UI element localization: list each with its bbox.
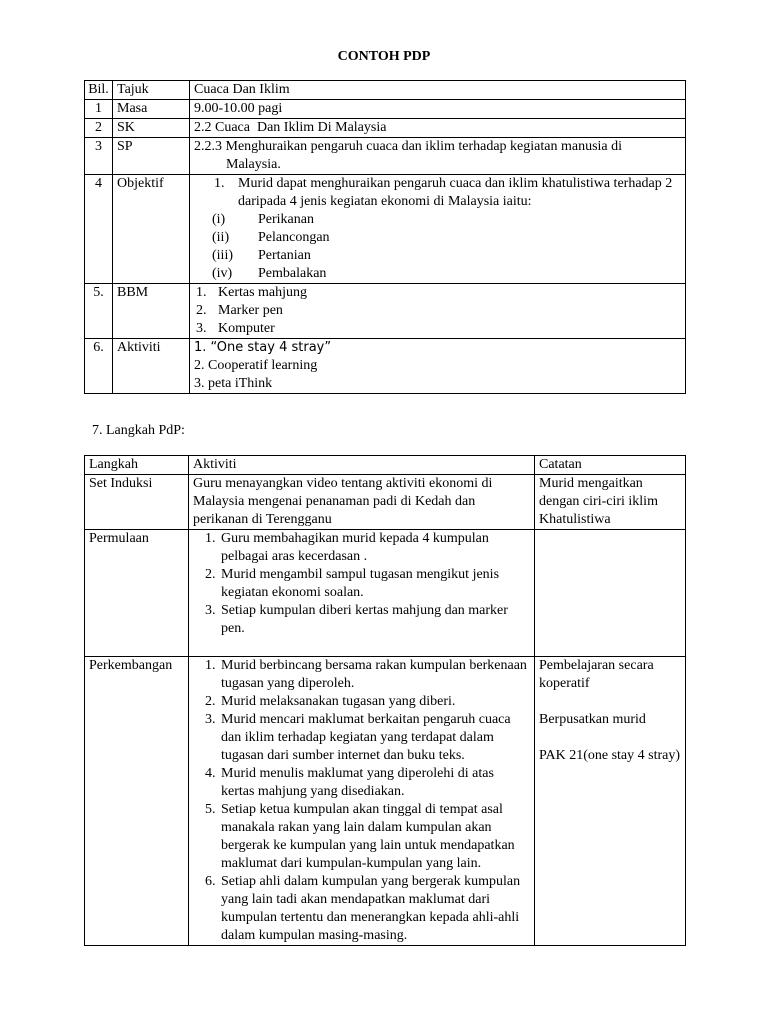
- list-item: 2. Murid melaksanakan tugasan yang diberi.: [219, 693, 530, 711]
- lesson-info-table: [84, 80, 686, 394]
- list-text: Komputer: [218, 321, 275, 336]
- tajuk-header: Tajuk: [113, 81, 190, 100]
- sp-line-2: Malaysia.: [226, 157, 281, 172]
- list-item: 5. Setiap ketua kumpulan akan tinggal di tempat asal manakala rakan yang lain dalam kumpulan akan bergerak ke kumpulan yang lain untuk mendapatkan maklumat dari kumpulan-kumpulan yang lain.: [219, 801, 530, 873]
- step-note: Murid mengaitkan dengan ciri-ciri iklim Khatulistiwa: [535, 475, 686, 530]
- list-text: Pembalakan: [258, 266, 327, 281]
- list-item: 1. “One stay 4 stray”: [194, 340, 332, 355]
- row-label: SP: [113, 138, 190, 175]
- list-item: [212, 265, 681, 283]
- note-line: PAK 21(one stay 4 stray): [539, 748, 681, 763]
- objective-number: 1.: [214, 176, 225, 191]
- table-row: [85, 530, 686, 657]
- step-label: Set Induksi: [85, 475, 189, 530]
- objective-sublist: [194, 211, 681, 283]
- step-label: Permulaan: [85, 530, 189, 657]
- sp-line-1: 2.2.3 Menghuraikan pengaruh cuaca dan iklim terhadap kegiatan manusia di: [194, 139, 623, 154]
- column-header: Langkah: [85, 456, 189, 475]
- row-number: 3: [85, 138, 113, 175]
- step-activity: [189, 657, 535, 946]
- row-number: 6.: [85, 339, 113, 394]
- roman-numeral: (iii): [212, 248, 233, 263]
- table-row: [85, 284, 686, 339]
- column-header: Aktiviti: [189, 456, 535, 475]
- list-item: 3. peta iThink: [194, 376, 273, 391]
- row-number: 1: [85, 100, 113, 119]
- list-item: [194, 302, 681, 320]
- list-item: 4. Murid menulis maklumat yang diperolehi di atas kertas mahjung yang disediakan.: [219, 765, 530, 801]
- step-activity: Guru menayangkan video tentang aktiviti ekonomi di Malaysia mengenai penanaman padi di Kedah dan perikanan di Terengganu: [189, 475, 535, 530]
- row-number: 4: [85, 175, 113, 284]
- row-value: 2.2 Cuaca Dan Iklim Di Malaysia: [190, 119, 686, 138]
- table-row: [85, 100, 686, 119]
- list-item: [212, 247, 681, 265]
- step-label: Perkembangan: [85, 657, 189, 946]
- row-label: BBM: [113, 284, 190, 339]
- list-item: 3. Setiap kumpulan diberi kertas mahjung dan marker pen.: [219, 602, 530, 638]
- list-text: Marker pen: [218, 303, 283, 318]
- list-text: Perikanan: [258, 212, 314, 227]
- section-heading: 7. Langkah PdP:: [92, 423, 185, 438]
- objective-text: Murid dapat menghuraikan pengaruh cuaca dan iklim khatulistiwa terhadap 2 daripada 4 jenis kegiatan ekonomi di Malaysia iaitu:: [238, 176, 673, 209]
- row-number: 5.: [85, 284, 113, 339]
- row-number: 2: [85, 119, 113, 138]
- permulaan-list: [193, 530, 530, 638]
- bil-header: Bil.: [85, 81, 113, 100]
- table-row: [85, 456, 686, 475]
- table-row: [85, 475, 686, 530]
- list-number: 2.: [196, 303, 207, 318]
- note-line: Pembelajaran secara koperatif: [539, 658, 654, 691]
- list-item: 2. Cooperatif learning: [194, 358, 318, 373]
- aktiviti-cell: [190, 339, 686, 394]
- table-row: [85, 339, 686, 394]
- list-text: Pertanian: [258, 248, 311, 263]
- note-line: Berpusatkan murid: [539, 712, 646, 727]
- step-note: [535, 657, 686, 946]
- list-text: Kertas mahjung: [218, 285, 308, 300]
- roman-numeral: (i): [212, 212, 226, 227]
- list-item: 3. Murid mencari maklumat berkaitan pengaruh cuaca dan iklim terhadap kegiatan yang terdapat dalam tugasan dari sumber internet dan buku teks.: [219, 711, 530, 765]
- step-activity: [189, 530, 535, 657]
- list-item: [212, 229, 681, 247]
- table-row: [85, 138, 686, 175]
- row-value: 9.00-10.00 pagi: [190, 100, 686, 119]
- list-item: [194, 320, 681, 338]
- objective-cell: [190, 175, 686, 284]
- roman-numeral: (ii): [212, 230, 230, 245]
- tajuk-value: Cuaca Dan Iklim: [190, 81, 686, 100]
- row-label: SK: [113, 119, 190, 138]
- table-row: [85, 81, 686, 100]
- list-number: 1.: [196, 285, 207, 300]
- table-row: [85, 119, 686, 138]
- table-row: [85, 657, 686, 946]
- row-label: Objektif: [113, 175, 190, 284]
- row-value: [190, 138, 686, 175]
- list-number: 3.: [196, 321, 207, 336]
- list-text: Pelancongan: [258, 230, 330, 245]
- list-item: 1. Guru membahagikan murid kepada 4 kumpulan pelbagai aras kecerdasan .: [219, 530, 530, 566]
- list-item: 1. Murid berbincang bersama rakan kumpulan berkenaan tugasan yang diperoleh.: [219, 657, 530, 693]
- lesson-steps-table: [84, 455, 686, 946]
- list-item: 2. Murid mengambil sampul tugasan mengikut jenis kegiatan ekonomi soalan.: [219, 566, 530, 602]
- step-note: [535, 530, 686, 657]
- roman-numeral: (iv): [212, 266, 233, 281]
- column-header: Catatan: [535, 456, 686, 475]
- row-label: Aktiviti: [113, 339, 190, 394]
- list-item: [212, 211, 681, 229]
- perkembangan-list: [193, 657, 530, 945]
- row-label: Masa: [113, 100, 190, 119]
- bbm-cell: [190, 284, 686, 339]
- list-item: 6. Setiap ahli dalam kumpulan yang bergerak kumpulan yang lain tadi akan mendapatkan maklumat dari kumpulan tertentu dan menerangkan kepada ahli-ahli dalam kumpulan masing-masing.: [219, 873, 530, 945]
- list-item: [194, 284, 681, 302]
- page-title: CONTOH PDP: [337, 49, 431, 64]
- table-row: [85, 175, 686, 284]
